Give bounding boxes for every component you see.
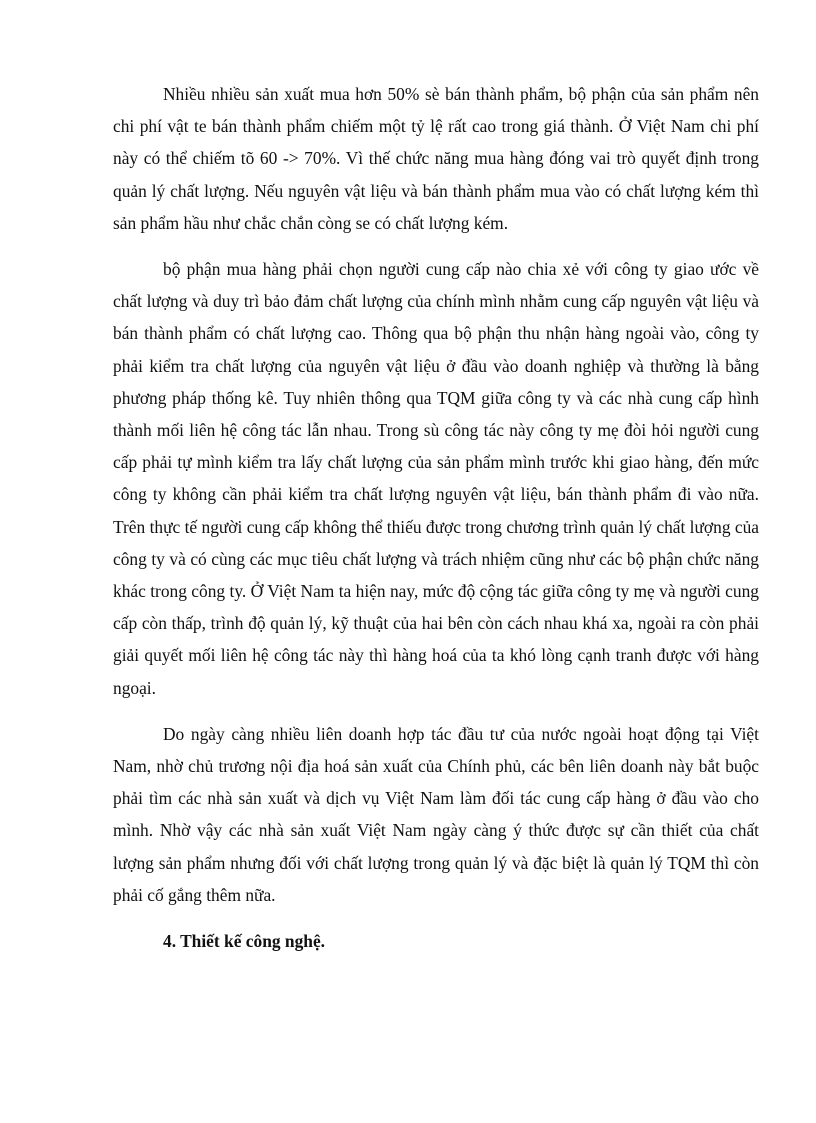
document-page bbox=[113, 78, 759, 957]
section-heading: 4. Thiết kế công nghệ. bbox=[163, 931, 326, 952]
paragraph-purchasing-cost: Nhiều nhiều sản xuất mua hơn 50% sè bán thành phẩm, bộ phận của sản phẩm nên chi phí vật te bán thành phẩm chiếm một tỷ lệ rất cao trong giá thành. Ở Việt Nam chi phí này có thể chiếm tõ 60 -> 70%. Vì thế chức năng mua hàng đóng vai trò quyết định trong quản lý chất lượng. Nếu nguyên vật liệu và bán thành phẩm mua vào có chất lượng kém thì sản phẩm hầu như chắc chắn còng se có chất lượng kém. bbox=[113, 84, 759, 233]
paragraph-supplier-selection: bộ phận mua hàng phải chọn người cung cấp nào chia xẻ với công ty giao ước về chất lượng và duy trì bảo đảm chất lượng của chính mình nhằm cung cấp nguyên vật liệu và bán thành phẩm có chất lượng cao. Thông qua bộ phận thu nhận hàng ngoài vào, công ty phải kiểm tra chất lượng của nguyên vật liệu ở đầu vào doanh nghiệp và thường là bằng phương pháp thống kê. Tuy nhiên thông qua TQM giữa công ty và các nhà cung cấp hình thành mối liên hệ công tác lẫn nhau. Trong sù công tác này công ty mẹ đòi hỏi người cung cấp phải tự mình kiểm tra lấy chất lượng của sản phẩm mình trước khi giao hàng, đến mức công ty không cần phải kiểm tra chất lượng nguyên vật liệu, bán thành phẩm đi vào nữa. Trên thực tế người cung cấp không thể thiếu được trong chương trình quản lý chất lượng của công ty và có cùng các mục tiêu chất lượng và trách nhiệm cũng như các bộ phận chức năng khác trong công ty. Ở Việt Nam ta hiện nay, mức độ cộng tác giữa công ty mẹ và người cung cấp còn thấp, trình độ quản lý, kỹ thuật của hai bên còn cách nhau khá xa, ngoài ra còn phải giải quyết mối liên hệ công tác này thì hàng hoá của ta khó lòng cạnh tranh được với hàng ngoại. bbox=[113, 259, 759, 698]
paragraph-joint-venture: Do ngày càng nhiều liên doanh hợp tác đầu tư của nước ngoài hoạt động tại Việt Nam, nhờ chủ trương nội địa hoá sản xuất của Chính phủ, các bên liên doanh này bắt buộc phải tìm các nhà sản xuất và dịch vụ Việt Nam làm đối tác cung cấp hàng ở đầu vào cho mình. Nhờ vậy các nhà sản xuất Việt Nam ngày càng ý thức được sự cần thiết của chất lượng sản phẩm nhưng đối với chất lượng trong quản lý và đặc biệt là quản lý TQM thì còn phải cố gắng thêm nữa. bbox=[113, 723, 759, 905]
